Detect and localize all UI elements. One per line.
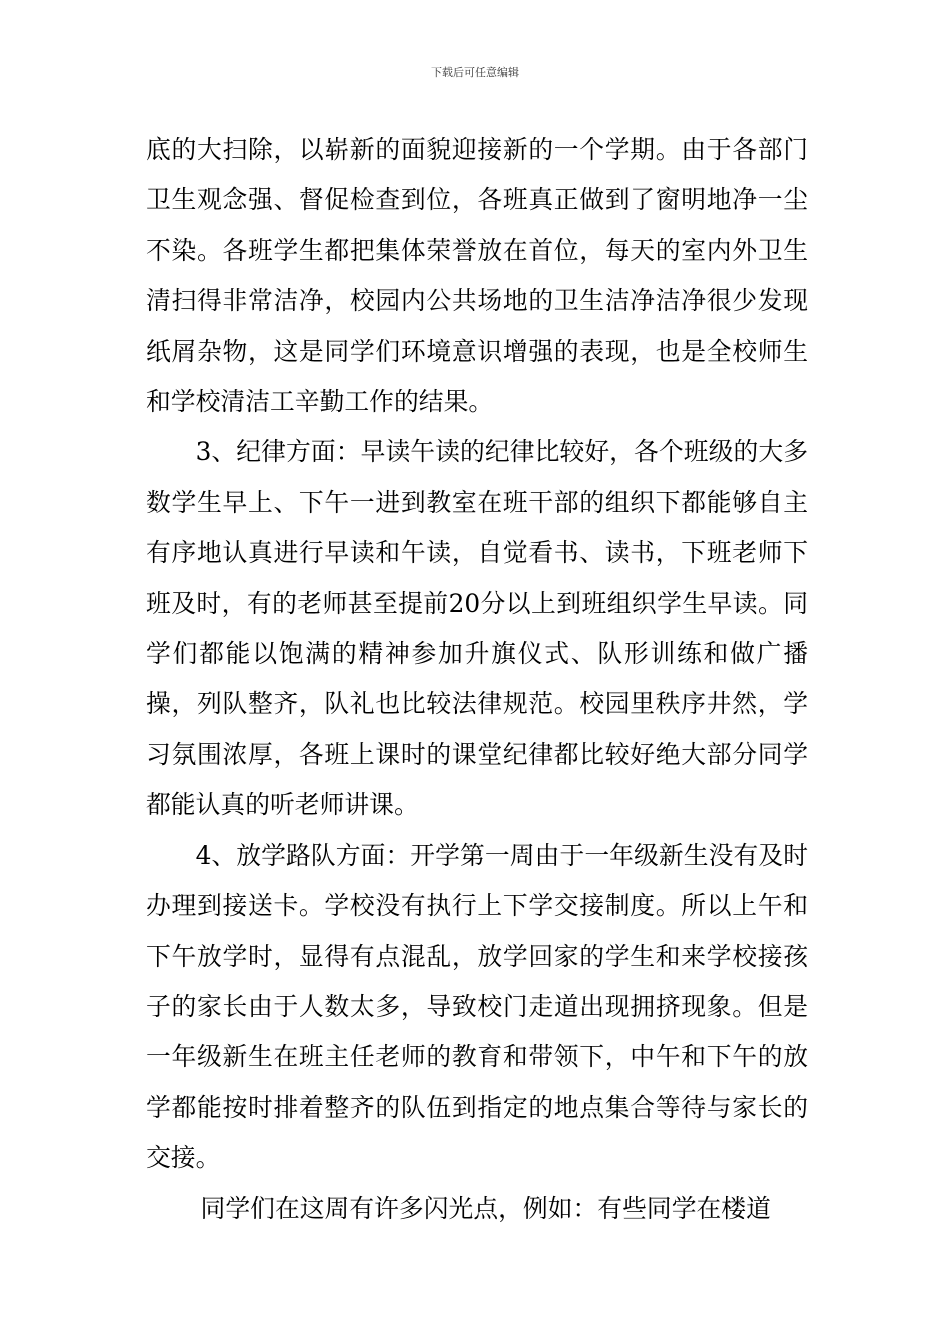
page-header-note: 下载后可任意编辑 xyxy=(431,66,519,79)
document-body xyxy=(146,125,808,1234)
paragraph-highlights: 同学们在这周有许多闪光点，例如：有些同学在楼道 xyxy=(200,1193,771,1223)
paragraph-cleaning: 底的大扫除，以崭新的面貌迎接新的一个学期。由于各部门卫生观念强、督促检查到位，各班真正做到了窗明地净一尘不染。各班学生都把集体荣誉放在首位，每天的室内外卫生清扫得非常洁净，校园内公共场地的卫生洁净洁净很少发现纸屑杂物，这是同学们环境意识增强的表现，也是全校师生和学校清洁工辛勤工作的结果。 xyxy=(146,135,808,417)
paragraph-dismissal-queue: 4、放学路队方面：开学第一周由于一年级新生没有及时办理到接送卡。学校没有执行上下学交接制度。所以上午和下午放学时，显得有点混乱，放学回家的学生和来学校接孩子的家长由于人数太多，导致校门走道出现拥挤现象。但是一年级新生在班主任老师的教育和带领下，中午和下午的放学都能按时排着整齐的队伍到指定的地点集合等待与家长的交接。 xyxy=(146,840,808,1173)
paragraph-discipline: 3、纪律方面：早读午读的纪律比较好，各个班级的大多数学生早上、下午一进到教室在班干部的组织下都能够自主有序地认真进行早读和午读，自觉看书、读书，下班老师下班及时，有的老师甚至提前20分以上到班组织学生早读。同学们都能以饱满的精神参加升旗仪式、队形训练和做广播操，列队整齐，队礼也比较法律规范。校园里秩序井然，学习氛围浓厚，各班上课时的课堂纪律都比较好绝大部分同学都能认真的听老师讲课。 xyxy=(146,437,808,820)
